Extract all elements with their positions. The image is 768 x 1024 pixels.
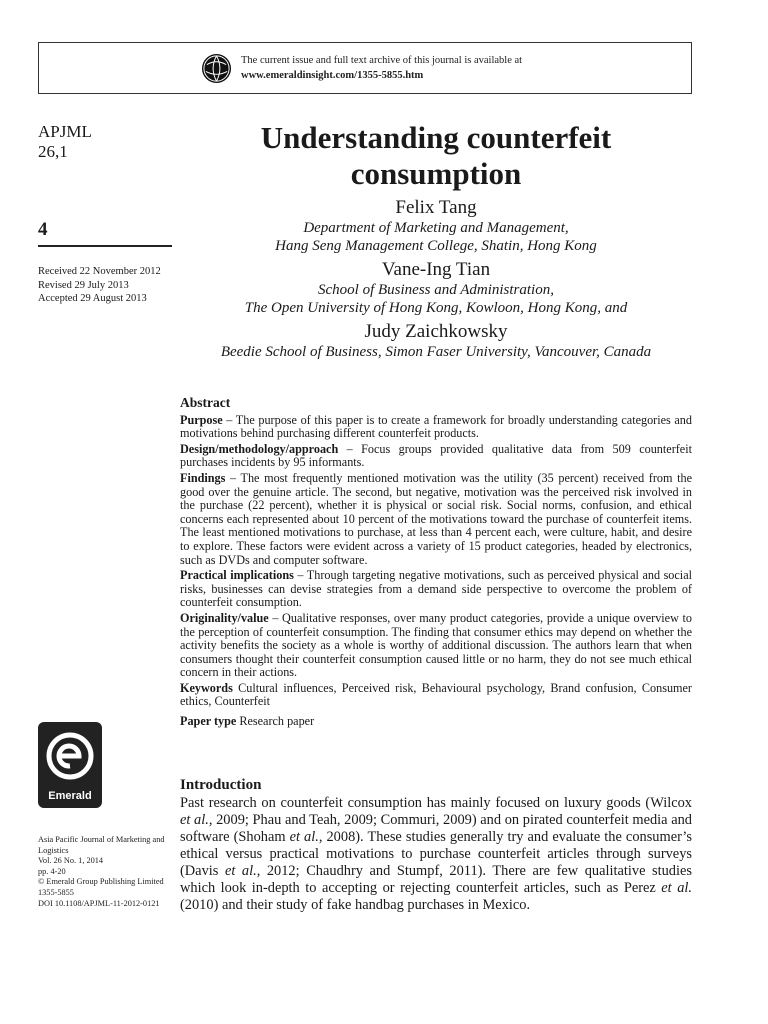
revised-date: Revised 29 July 2013 bbox=[38, 279, 129, 291]
journal-volume: Vol. 26 No. 1, 2014 bbox=[38, 856, 104, 866]
abstract-practical bbox=[180, 569, 692, 610]
practical-text: – Through targeting negative motivations, such as perceived physical and social risks, businesses can devise strategies from a demand side perspective to overcome the problem of counterfeit consumption. bbox=[180, 568, 692, 610]
journal-access-banner bbox=[38, 42, 692, 94]
emerald-e-icon bbox=[38, 726, 102, 790]
abstract-purpose bbox=[180, 414, 692, 441]
doi: DOI 10.1108/APJML-11-2012-0121 bbox=[38, 898, 160, 908]
author-block bbox=[180, 321, 692, 361]
author-affiliation: Hang Seng Management College, Shatin, Hong Kong bbox=[275, 238, 597, 254]
originality-text: – Qualitative responses, over many product categories, provide a unique overview to the perception of counterfeit consumption. The finding that consumer ethics may depend on whether the activity benefits the society as a whole is worthy of additional discussion. The authors learn that when consumers thought their counterfeit consumption caused little or no harm, they do not see much ethical concern in their actions. bbox=[180, 610, 692, 680]
practical-label: Practical implications bbox=[180, 568, 294, 583]
logo-wordmark: Emerald bbox=[48, 790, 92, 802]
intro-etal: et al. bbox=[661, 880, 692, 896]
journal-abbrev: APJML bbox=[38, 122, 92, 141]
introduction-paragraph bbox=[180, 795, 692, 914]
abstract-findings bbox=[180, 472, 692, 567]
banner-text bbox=[241, 53, 522, 83]
papertype-text: Research paper bbox=[236, 714, 315, 729]
intro-etal: et al. bbox=[224, 863, 257, 879]
findings-label: Findings bbox=[180, 470, 226, 485]
abstract-design bbox=[180, 443, 692, 470]
originality-label: Originality/value bbox=[180, 610, 269, 625]
banner-line: The current issue and full text archive of this journal is available at bbox=[241, 55, 523, 66]
author-block bbox=[180, 259, 692, 317]
title-line: consumption bbox=[350, 156, 522, 191]
introduction-heading: Introduction bbox=[180, 777, 262, 793]
purpose-label: Purpose bbox=[180, 412, 223, 427]
journal-code bbox=[38, 122, 178, 162]
intro-text: , 2009; Phau and Teah, 2009; Commuri, 2009) and on pirated counterfeit media and software (Shoham bbox=[180, 812, 692, 845]
issn: 1355-5855 bbox=[38, 887, 74, 897]
intro-text: , 2012; Chaudhry and Stumpf, 2011). There are few qualitative studies which look in-depth to accepting or rejecting counterfeit articles, such as Perez bbox=[180, 863, 692, 896]
abstract-keywords bbox=[180, 682, 692, 709]
keywords-text: Cultural influences, Perceived risk, Behavioural psychology, Brand confusion, Consumer ethics, Counterfeit bbox=[180, 680, 692, 709]
submission-dates bbox=[38, 265, 178, 306]
design-label: Design/methodology/approach bbox=[180, 441, 339, 456]
abstract-paper-type bbox=[180, 715, 692, 729]
received-date: Received 22 November 2012 bbox=[38, 266, 161, 277]
author-name: Vane-Ing Tian bbox=[381, 259, 491, 280]
journal-pages: pp. 4-20 bbox=[38, 866, 66, 876]
copyright: © Emerald Group Publishing Limited bbox=[38, 877, 164, 887]
abstract-heading: Abstract bbox=[180, 395, 231, 410]
title-line: Understanding counterfeit bbox=[260, 120, 612, 155]
intro-etal: et al. bbox=[289, 829, 319, 845]
purpose-text: – The purpose of this paper is to create a framework for broadly understanding categories and motivations behind purchasing different counterfeit products. bbox=[180, 412, 692, 441]
author-affiliation: The Open University of Hong Kong, Kowloon, Hong Kong, and bbox=[244, 300, 628, 316]
globe-icon bbox=[201, 53, 232, 84]
author-name: Judy Zaichkowsky bbox=[364, 321, 508, 342]
article-title bbox=[190, 120, 682, 192]
emerald-logo bbox=[38, 722, 102, 808]
journal-name: Asia Pacific Journal of Marketing and Logistics bbox=[38, 835, 165, 855]
author-name: Felix Tang bbox=[395, 197, 477, 218]
accepted-date: Accepted 29 August 2013 bbox=[38, 293, 147, 304]
findings-text: – The most frequently mentioned motivation was the utility (35 percent) received from the good over the genuine article. The second, but negative, motivation was the perceived risk involved in the purchase (22 percent), whether it is physical or social risk. Social norms, confusion, and ethical concerns each represented about 10 percent of the motivations toward the purchase of counterfeit items. The least mentioned motivations to purchase, at less than 4 percent each, were culture, habit, and desire to explore. These factors were evident across a variety of 15 product categories, headed by electronics, such as DVDs and computer software. bbox=[180, 470, 692, 567]
page-number: 4 bbox=[38, 219, 48, 240]
design-text: – Focus groups provided qualitative data from 509 counterfeit purchases incidents by 95 informants. bbox=[180, 441, 692, 470]
intro-etal: et al. bbox=[180, 812, 209, 828]
papertype-label: Paper type bbox=[180, 714, 237, 729]
author-affiliation: Department of Marketing and Management, bbox=[303, 220, 569, 236]
author-affiliation: School of Business and Administration, bbox=[318, 282, 554, 298]
author-block bbox=[180, 197, 692, 255]
abstract bbox=[180, 396, 692, 731]
keywords-label: Keywords bbox=[180, 680, 233, 695]
intro-text: , 2008). These studies generally try and evaluate the consumer’s ethical versus practical motivations to purchase counterfeit articles through surveys (Davis bbox=[180, 829, 693, 879]
journal-url-link[interactable]: www.emeraldinsight.com/1355-5855.htm bbox=[241, 70, 424, 81]
volume-issue: 26,1 bbox=[38, 142, 68, 161]
margin-divider bbox=[38, 245, 172, 247]
abstract-originality bbox=[180, 612, 692, 680]
intro-text: (2010) and their study of fake handbag purchases in Mexico. bbox=[180, 897, 531, 913]
journal-meta bbox=[38, 835, 178, 909]
intro-text: Past research on counterfeit consumption has mainly focused on luxury goods (Wilcox bbox=[180, 795, 692, 811]
author-affiliation: Beedie School of Business, Simon Faser University, Vancouver, Canada bbox=[220, 344, 652, 360]
